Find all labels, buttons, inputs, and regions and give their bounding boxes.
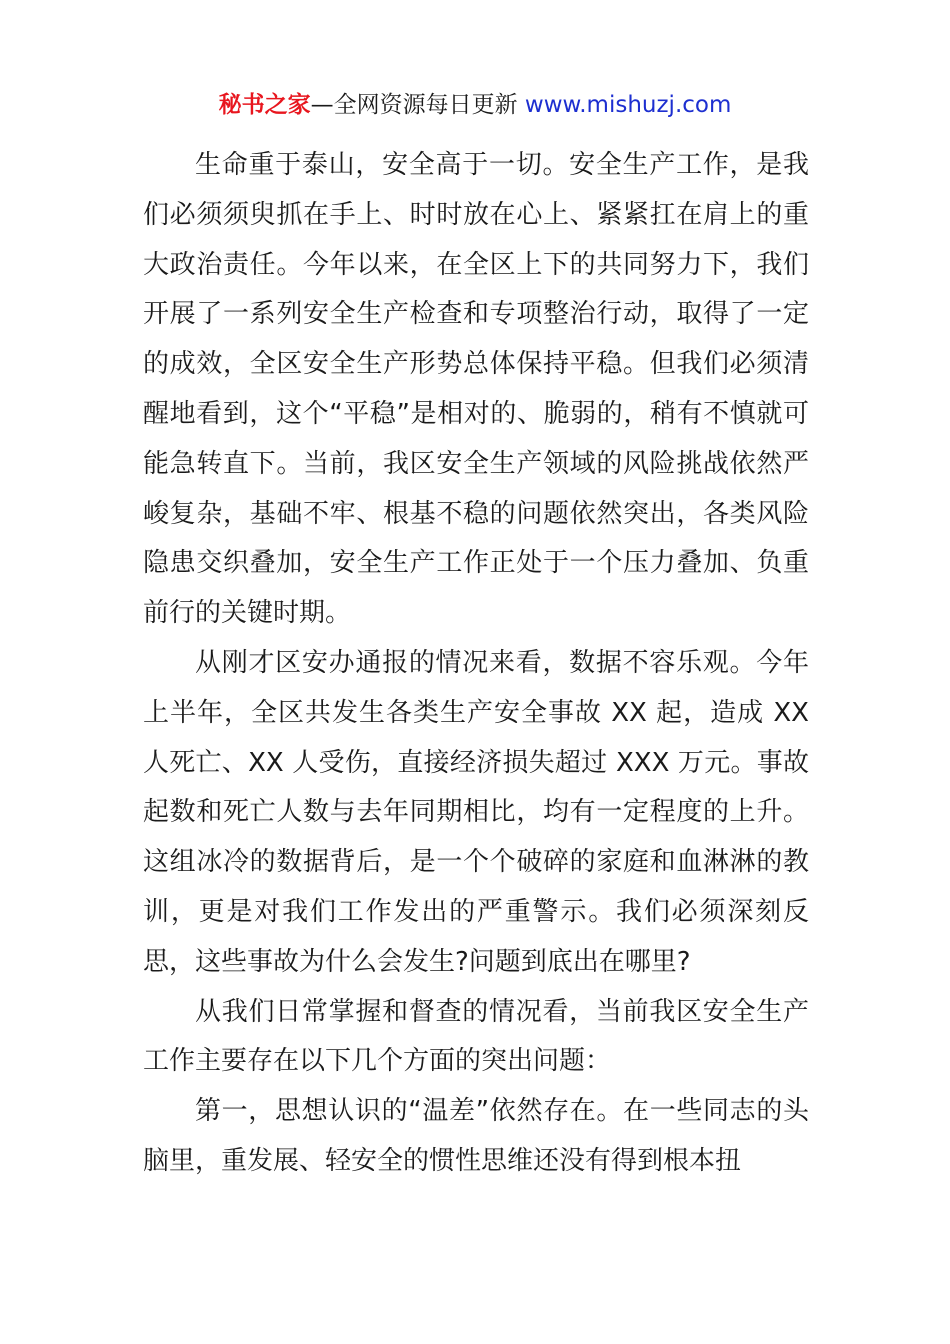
- document-body: [143, 141, 809, 1187]
- site-url-link[interactable]: www.mishuzj.com: [524, 92, 732, 118]
- paragraph-4: 第一，思想认识的“温差”依然存在。在一些同志的头脑里，重发展、轻安全的惯性思维还没有得到根本扭: [143, 1096, 809, 1176]
- paragraph-3: 从我们日常掌握和督查的情况看，当前我区安全生产工作主要存在以下几个方面的突出问题：: [143, 996, 809, 1077]
- paragraph-1: 生命重于泰山，安全高于一切。安全生产工作，是我们必须须臾抓在手上、时时放在心上、紧紧扛在肩上的重大政治责任。今年以来，在全区上下的共同努力下，我们开展了一系列安全生产检查和专项整治行动，取得了一定的成效，全区安全生产形势总体保持平稳。但我们必须清醒地看到，这个“平稳”是相对的、脆弱的，稍有不慎就可能急转直下。当前，我区安全生产领域的风险挑战依然严峻复杂，基础不牢、根基不稳的问题依然突出，各类风险隐患交织叠加，安全生产工作正处于一个压力叠加、负重前行的关键时期。: [143, 150, 809, 629]
- paragraph-2: 从刚才区安办通报的情况来看，数据不容乐观。今年上半年，全区共发生各类生产安全事故 XX 起，造成 XX 人死亡、XX 人受伤，直接经济损失超过 XXX 万元。事故起数和死亡人数与去年同期相比，均有一定程度的上升。这组冰冷的数据背后，是一个个破碎的家庭和血淋淋的教训，更是对我们工作发出的严重警示。我们必须深刻反思，这些事故为什么会发生?问题到底出在哪里?: [143, 647, 809, 977]
- brand-name: 秘书之家: [218, 92, 311, 118]
- page-header: [0, 88, 950, 122]
- header-tagline: —全网资源每日更新: [310, 92, 525, 118]
